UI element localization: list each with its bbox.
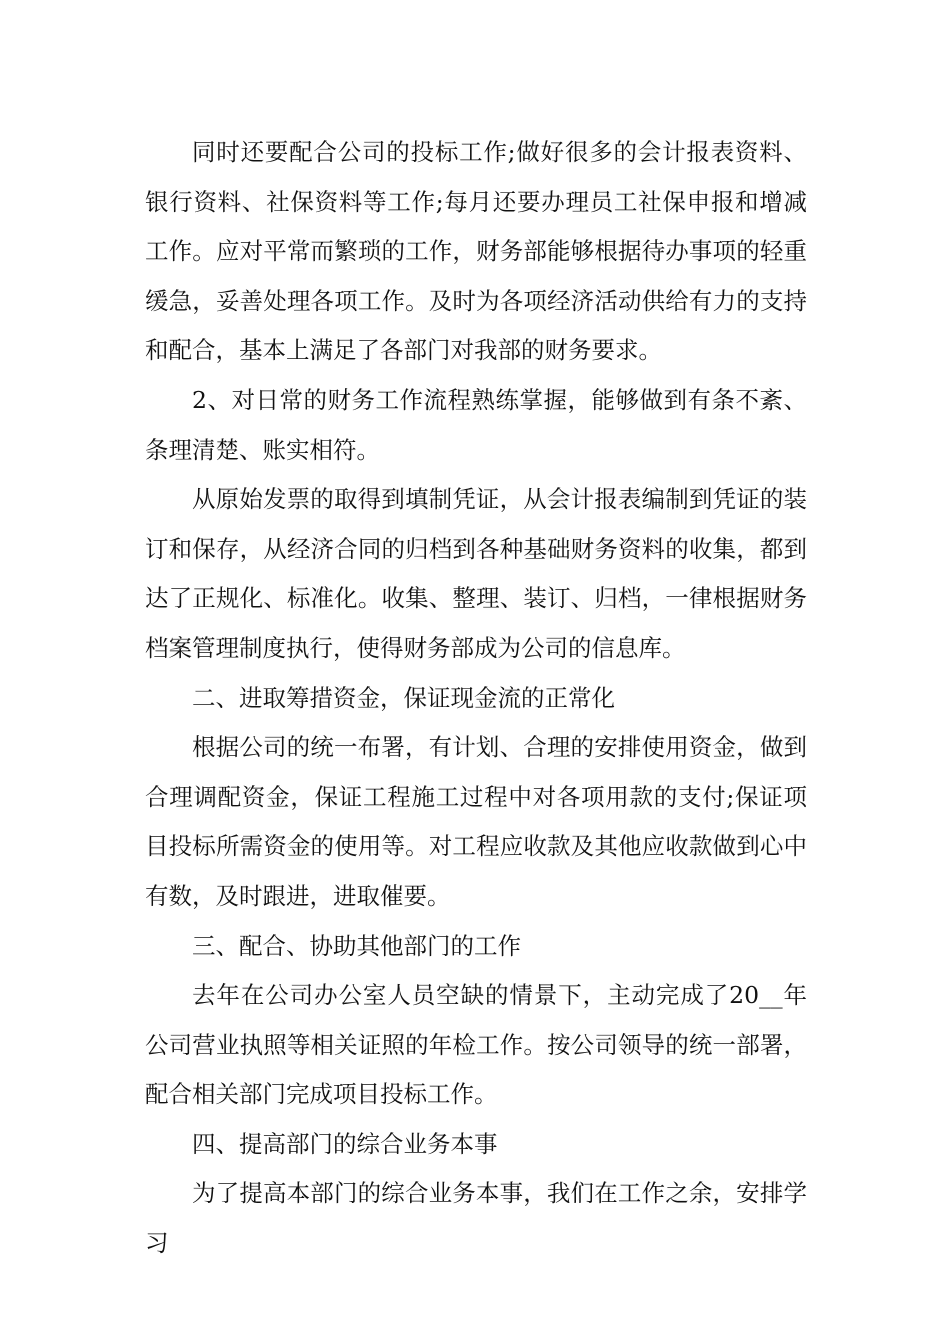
section-heading-skill-improvement: 四、提高部门的综合业务本事 (192, 1129, 498, 1158)
section-heading-department-coordination: 三、配合、协助其他部门的工作 (192, 931, 521, 960)
paragraph-workflow-mastery: 2、对日常的财务工作流程熟练掌握，能够做到有条不紊、条理清楚、账实相符。 (145, 385, 807, 464)
section-heading-fund-raising: 二、进取筹措资金，保证现金流的正常化 (192, 683, 615, 712)
paragraph-archive-management: 从原始发票的取得到填制凭证，从会计报表编制到凭证的装订和保存，从经济合同的归档到各种基础财务资料的收集，都到达了正规化、标准化。收集、整理、装订、归档，一律根据财务档案管理制度执行，使得财务部成为公司的信息库。 (145, 485, 807, 662)
paragraph-fund-allocation: 根据公司的统一布署，有计划、合理的安排使用资金，做到合理调配资金，保证工程施工过程中对各项用款的支付;保证项目投标所需资金的使用等。对工程应收款及其他应收款做到心中有数，及时跟进，进取催要。 (145, 733, 807, 910)
paragraph-annual-inspection: 去年在公司办公室人员空缺的情景下，主动完成了20__年公司营业执照等相关证照的年检工作。按公司领导的统一部署，配合相关部门完成项目投标工作。 (145, 981, 807, 1109)
paragraph-cooperation-work: 同时还要配合公司的投标工作;做好很多的会计报表资料、银行资料、社保资料等工作;每月还要办理员工社保申报和增减工作。应对平常而繁琐的工作，财务部能够根据待办事项的轻重缓急，妥善处理各项工作。及时为各项经济活动供给有力的支持和配合，基本上满足了各部门对我部的财务要求。 (145, 138, 807, 365)
document-body (145, 128, 807, 1269)
paragraph-study-arrangement: 为了提高本部门的综合业务本事，我们在工作之余，安排学习 (145, 1179, 807, 1258)
